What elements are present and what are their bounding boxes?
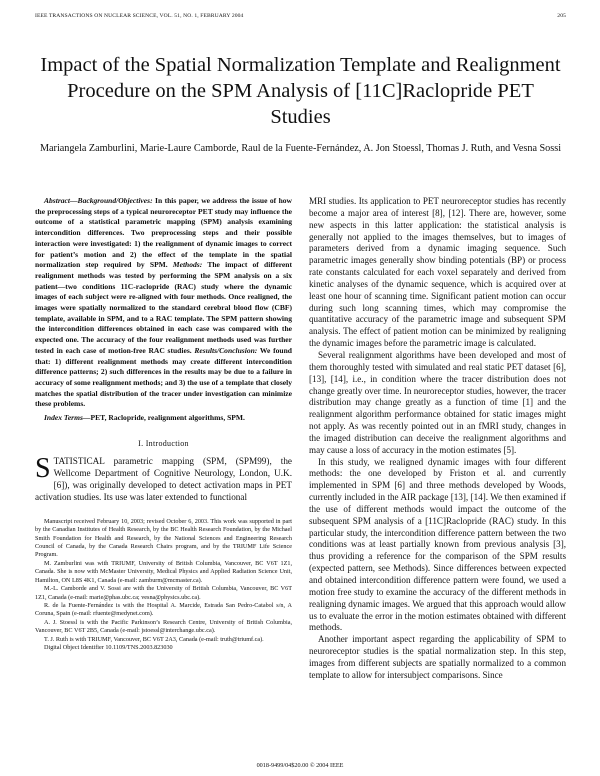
footnote-affiliation: M. Zamburlini was with TRIUMF, University of British Columbia, Vancouver, BC V6T 1Z1, Canada. She is now with McMaster University, Medical Physics and Applied Radiation Science Unit, Hamilton, ON L8S 4K1, Canada (e-mail: zamburm@mcmaster.ca).: [35, 559, 292, 584]
journal-header: IEEE TRANSACTIONS ON NUCLEAR SCIENCE, VOL. 51, NO. 1, FEBRUARY 2004: [35, 13, 244, 19]
abstract: [35, 196, 292, 410]
section-heading: I. Introduction: [138, 438, 189, 448]
abstract-label: Abstract—Background/Objectives:: [44, 196, 153, 205]
methods-text: The impact of different realignment methods was tested by performing the SPM analysis on a six patient—two conditions 11C-raclopride (RAC) study where the dynamic images of each subject were re-aligned with four methods. Once realigned, the images were spatially normalized to the standard cerebral blood flow (CBF) template, available in SPM, and to a RAC template. The SPM pattern showing the intercondition differences obtained in each case was compared with the expected one. The accuracy of the four realignment methods used was further tested in each case of motion-free RAC studies.: [35, 260, 292, 355]
left-column: [35, 196, 292, 652]
index-terms-label: Index Terms—: [44, 413, 91, 423]
abstract-text: In this paper, we address the issue of how the preprocessing steps of a typical neuroreceptor PET study may influence the outcome of a statistical parametric mapping (SPM) analysis examining intercondition differences. Two preprocessing steps and their possible interaction were investigated: 1) the realignment of dynamic images to correct for patient’s motion and 2) the effect of the template in the spatial normalization step required by SPM.: [35, 196, 292, 270]
footnote-affiliation: M.-L. Camborde and V. Sossi are with the University of British Columbia, Vancouver, BC V6T 1Z1, Canada (e-mail: marie@phas.ubc.ca; vesna@physics.ubc.ca).: [35, 585, 292, 601]
footnote-doi: Digital Object Identifier 10.1109/TNS.2003.823030: [44, 643, 173, 651]
results-label: Results/Conclusion:: [194, 345, 258, 355]
drop-cap: S: [35, 453, 51, 485]
running-head: [35, 13, 566, 19]
body-paragraph: MRI studies. Its application to PET neuroreceptor studies has recently become a major area of interest [8], [12]. There are, however, some new aspects in this latter application: the statistical analysis is generally not applied to the images themselves, but to images of parameters derived from a dynamic imaging sequence. Such parametric images generally show binding potentials (BP) or process rate constants calculated for each voxel separately and derived from kinetic analyses of the dynamic sequence, which is acquired over at least one hour of scanning time. Significant patient motion can occur during such long scanning times, which may compromise the quantitative accuracy of the parametric image and subsequent SPM analysis. The effect of patient motion can be minimized by realigning the dynamic images before the parametric image is calculated.: [309, 196, 566, 349]
paper-title: Impact of the Spatial Normalization Template and Realignment Procedure on the SPM Analysis of [11C]Raclopride PET Studies: [40, 54, 561, 128]
right-column: [309, 196, 566, 682]
body-paragraph: In this study, we realigned dynamic images with four different methods: the one developed by Friston et al. and currently implemented in SPM [6] and three methods developed by Woods, currently included in the AIR package [13], [14]. We then examined if the use of different methods would impact the outcome of the subsequent SPM analysis of a [11C]Raclopride (RAC) study. In this particular study, the intercondition difference pattern between the two conditions was at least partially known from previous analysis [3], thus providing a reference for the comparison of the SPM results (expected pattern, see Methods). Since differences between expected and obtained intercondition difference pattern were found, we used a motion free study to examine the accuracy of the different methods in realigning dynamic images. We argued that this approach would allow us to evaluate the error in the motion estimates obtained with different methods.: [309, 456, 566, 633]
footnote-affiliation: A. J. Stoessl is with the Pacific Parkinson’s Research Centre, University of British Columbia, Vancouver, BC V6T 2B5, Canada (e-mail: jstoessl@interchange.ubc.ca).: [35, 618, 292, 635]
copyright-footer: 0018-9499/04$20.00 © 2004 IEEE: [256, 762, 344, 769]
methods-label: Methods:: [172, 260, 203, 270]
footnotes: [35, 518, 292, 653]
footnote-affiliation: R. de la Fuente-Fernández is with the Hospital A. Marcide, Estrada San Pedro-Catabol s/n, A Coruna, Spain (e-mail: rfuente@medynet.com).: [35, 601, 292, 618]
page-number: 205: [557, 13, 566, 19]
body-paragraph: Another important aspect regarding the applicability of SPM to neuroreceptor studies is the spatial normalization step. In this step, images from different subjects are spatially normalized to a common template to allow for intersubject comparisons. Since: [309, 634, 566, 680]
footnote-funding: Manuscript received February 10, 2003; revised October 6, 2003. This work was supported in part by the Canadian Institutes of Health Research, by the BC Health Research Foundation, by the Michael Smith Foundation for Health and Research, by the National Sciences and Engineering Research Council of Canada, by the Canada Research Chairs program, and by the TRIUMF Life Science Program.: [35, 517, 292, 559]
results-text: We found that: 1) different realignment methods may create different intercondition difference patterns; 2) such differences in the results may be due to a failure in accuracy of some realignment methods; and 3) the use of a template that closely matches the spatial distribution of the tracer under investigation can minimize these problems.: [35, 345, 292, 409]
body-paragraph: Several realignment algorithms have been developed and most of them thoroughly tested with simulated and real static PET dataset [6], [13], [14], i.e., in condition where the tracer distribution does not change greatly over time. In neuroreceptor studies, however, the tracer distribution may change greatly as a function of time [1] and the realignment algorithm performance obtained for static images might not apply. As was recently pointed out in an fMRI study, changes in the imaged distribution can deceive the realignment algorithms and may cause a loss of accuracy in the motion estimates [5].: [309, 349, 566, 455]
footnote-affiliation: T. J. Ruth is with TRIUMF, Vancouver, BC V6T 2A3, Canada (e-mail: truth@triumf.ca).: [44, 635, 264, 643]
index-terms: [35, 413, 292, 424]
intro-paragraph: [35, 453, 292, 504]
index-terms-text: PET, Raclopride, realignment algorithms, SPM.: [90, 413, 245, 423]
intro-text: TATISTICAL parametric mapping (SPM, (SPM99), the Wellcome Department of Cognitive Neurology, London, U.K. [6]), was originally developed to detect activation maps in PET activation studies. Its use was later extended to functional: [35, 456, 292, 502]
author-list: Mariangela Zamburlini, Marie-Laure Camborde, Raul de la Fuente-Fernández, A. Jon Stoessl, Thomas J. Ruth, and Vesna Sossi: [39, 143, 562, 154]
